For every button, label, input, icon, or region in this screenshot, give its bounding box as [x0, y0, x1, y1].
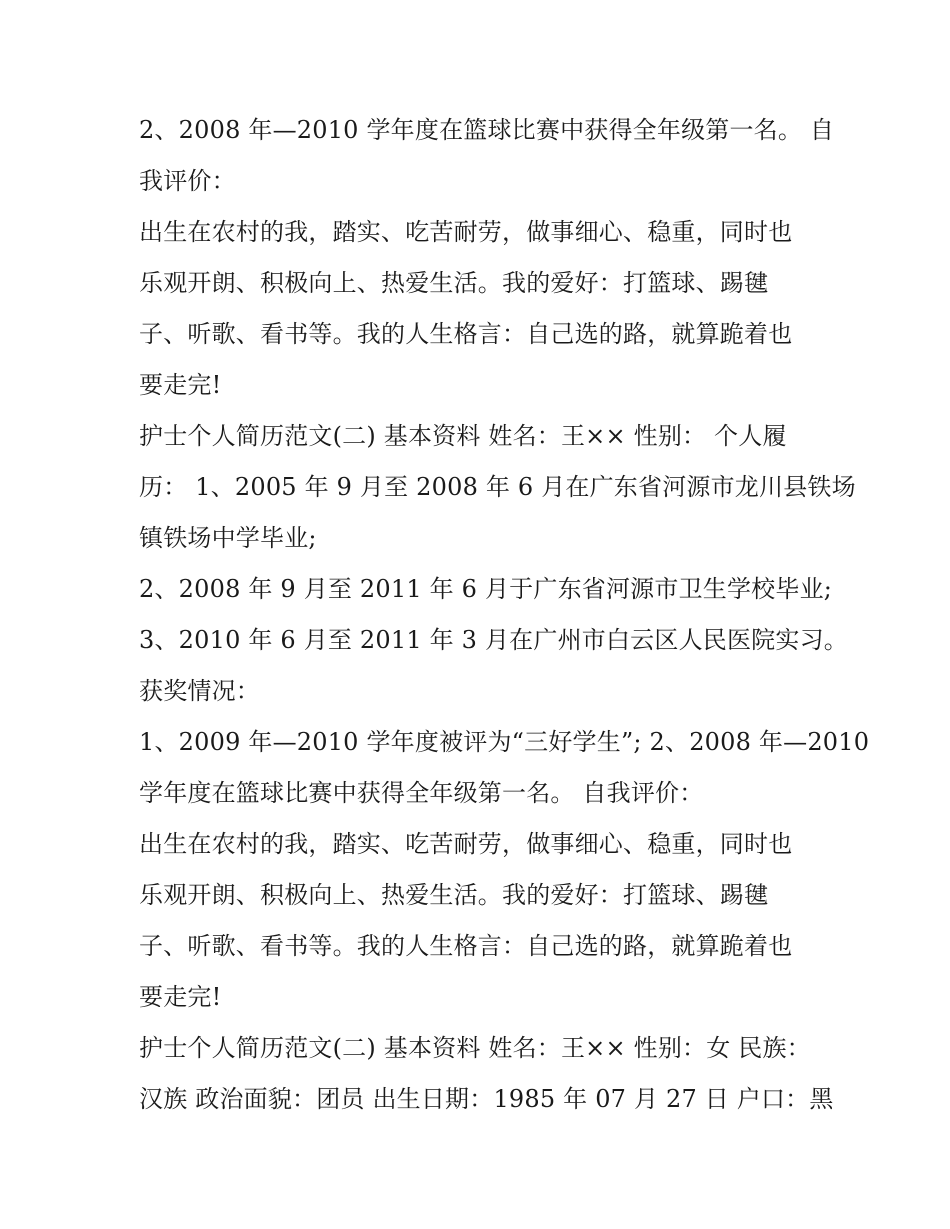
text-line: 2、2008 年 9 月至 2011 年 6 月于广东省河源市卫生学校毕业;: [139, 575, 833, 603]
text-line: 镇铁场中学毕业;: [139, 524, 317, 552]
text-line: 护士个人简历范文(二) 基本资料 姓名：王×× 性别： 个人履: [139, 422, 787, 450]
document-body: [139, 105, 870, 1125]
text-line: 1、2009 年—2010 学年度被评为“三好学生”; 2、2008 年—2010: [139, 728, 870, 756]
text-line: 2、2008 年—2010 学年度在篮球比赛中获得全年级第一名。 自: [139, 116, 835, 144]
text-line: 乐观开朗、积极向上、热爱生活。我的爱好：打篮球、踢毽: [139, 881, 769, 909]
text-line: 要走完!: [139, 983, 222, 1011]
text-line: 学年度在篮球比赛中获得全年级第一名。 自我评价：: [139, 779, 704, 807]
text-line: 获奖情况：: [139, 677, 260, 705]
text-line: 护士个人简历范文(二) 基本资料 姓名：王×× 性别：女 民族：: [139, 1034, 811, 1062]
text-line: 历： 1、2005 年 9 月至 2008 年 6 月在广东省河源市龙川县铁场: [139, 473, 856, 501]
text-line: 3、2010 年 6 月至 2011 年 3 月在广州市白云区人民医院实习。: [139, 626, 848, 654]
text-line: 出生在农村的我，踏实、吃苦耐劳，做事细心、稳重，同时也: [139, 830, 793, 858]
text-line: 我评价：: [139, 167, 236, 195]
text-line: 子、听歌、看书等。我的人生格言：自己选的路，就算跪着也: [139, 320, 793, 348]
text-line: 出生在农村的我，踏实、吃苦耐劳，做事细心、稳重，同时也: [139, 218, 793, 246]
text-line: 汉族 政治面貌：团员 出生日期：1985 年 07 月 27 日 户口：黑: [139, 1085, 834, 1113]
text-line: 乐观开朗、积极向上、热爱生活。我的爱好：打篮球、踢毽: [139, 269, 769, 297]
text-line: 要走完!: [139, 371, 222, 399]
text-line: 子、听歌、看书等。我的人生格言：自己选的路，就算跪着也: [139, 932, 793, 960]
